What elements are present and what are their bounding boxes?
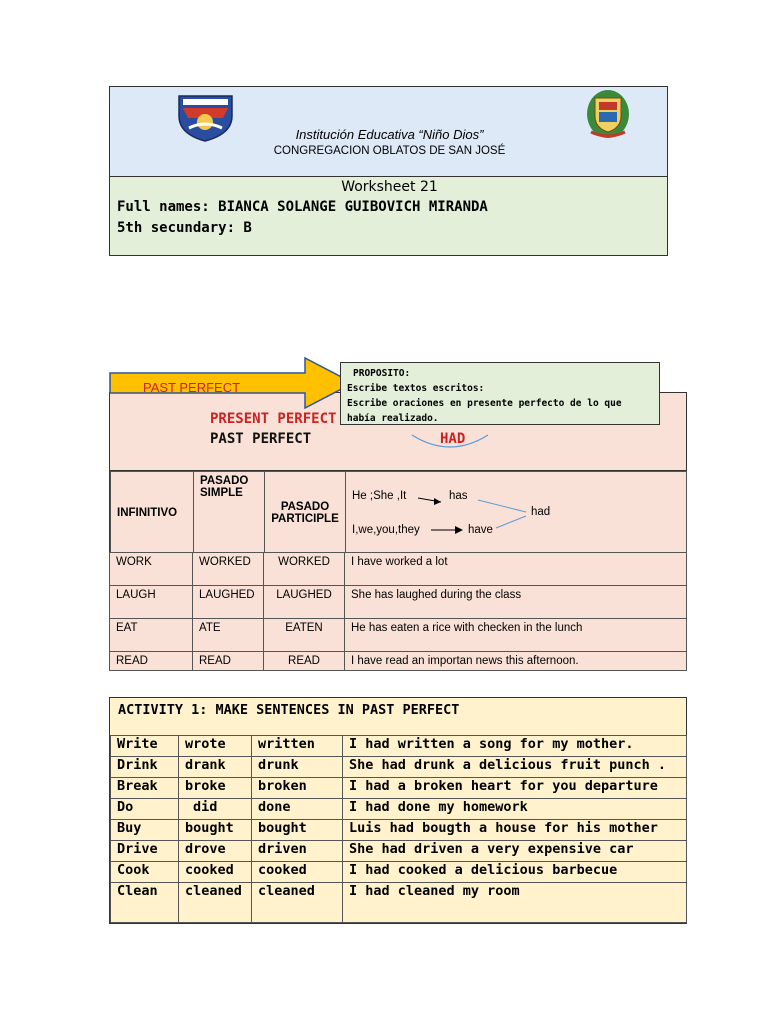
table-row xyxy=(111,883,687,923)
cell-sentence: She had drunk a delicious fruit punch . xyxy=(343,757,687,778)
school-name: Institución Educativa “Niño Dios” xyxy=(295,127,484,142)
cell-past-simple: drove xyxy=(179,841,252,862)
cell-base-verb: Do xyxy=(111,799,179,820)
table-row xyxy=(111,862,687,883)
cell-past-simple: drank xyxy=(179,757,252,778)
activity-section xyxy=(109,697,687,924)
cell-sentence: Luis had bougth a house for his mother xyxy=(343,820,687,841)
cell-infinitivo: LAUGH xyxy=(110,586,193,619)
cell-past-participle: cleaned xyxy=(252,883,343,923)
cell-pasado-simple: WORKED xyxy=(193,553,264,586)
cell-past-simple: cleaned xyxy=(179,883,252,923)
aux-had: had xyxy=(531,506,551,518)
col-infinitivo-header: INFINITIVO xyxy=(111,472,194,554)
pronouns-third-person: He ;She ,It xyxy=(352,490,407,502)
cell-past-simple: cooked xyxy=(179,862,252,883)
student-grade: 5th secundary: B xyxy=(117,220,252,236)
cell-base-verb: Break xyxy=(111,778,179,799)
cell-past-simple: broke xyxy=(179,778,252,799)
cell-sentence: I had a broken heart for you departure xyxy=(343,778,687,799)
table-row xyxy=(110,553,687,586)
table-row xyxy=(111,736,687,757)
cell-pasado-simple: LAUGHED xyxy=(193,586,264,619)
cell-participle: READ xyxy=(264,652,345,671)
cell-base-verb: Drink xyxy=(111,757,179,778)
table-row xyxy=(111,757,687,778)
cell-participle: WORKED xyxy=(264,553,345,586)
table-row xyxy=(110,619,687,652)
cell-infinitivo: READ xyxy=(110,652,193,671)
table-row xyxy=(110,586,687,619)
proposito-title: PROPOSITO: xyxy=(353,368,411,379)
curve-decoration xyxy=(410,433,490,451)
cell-example: She has laughed during the class xyxy=(345,586,687,619)
cell-past-participle: broken xyxy=(252,778,343,799)
table-row xyxy=(110,652,687,671)
school-shield-logo xyxy=(177,94,234,142)
cell-example: He has eaten a rice with checken in the lunch xyxy=(345,619,687,652)
table-row xyxy=(111,778,687,799)
cell-past-participle: written xyxy=(252,736,343,757)
congregation-name: CONGREGACION OBLATOS DE SAN JOSÉ xyxy=(273,145,506,157)
table-row xyxy=(111,841,687,862)
proposito-line-2: Escribe oraciones en presente perfecto de lo que xyxy=(347,398,622,409)
past-perfect-label: PAST PERFECT xyxy=(210,431,312,447)
proposito-line-3: había realizado. xyxy=(347,413,439,424)
cell-base-verb: Write xyxy=(111,736,179,757)
worksheet-title: Worksheet 21 xyxy=(341,179,438,195)
col-pasado-participle-header: PASADO PARTICIPLE xyxy=(265,472,346,554)
present-perfect-label: PRESENT PERFECT xyxy=(210,411,337,427)
cell-participle: LAUGHED xyxy=(264,586,345,619)
cell-example: I have worked a lot xyxy=(345,553,687,586)
aux-have: have xyxy=(468,524,493,536)
cell-sentence: I had cleaned my room xyxy=(343,883,687,923)
worksheet-info xyxy=(109,177,668,256)
cell-past-simple: bought xyxy=(179,820,252,841)
cell-example: I have read an importan news this afternoon. xyxy=(345,652,687,671)
cell-base-verb: Drive xyxy=(111,841,179,862)
cell-past-simple: wrote xyxy=(179,736,252,757)
cell-sentence: She had driven a very expensive car xyxy=(343,841,687,862)
student-full-names: Full names: BIANCA SOLANGE GUIBOVICH MIRANDA xyxy=(117,199,488,215)
cell-participle: EATEN xyxy=(264,619,345,652)
past-perfect-banner-label: PAST PERFECT xyxy=(143,380,241,395)
cell-past-participle: done xyxy=(252,799,343,820)
cell-base-verb: Buy xyxy=(111,820,179,841)
cell-past-participle: drunk xyxy=(252,757,343,778)
pronouns-plural: I,we,you,they xyxy=(352,524,420,536)
cell-infinitivo: WORK xyxy=(110,553,193,586)
cell-past-participle: driven xyxy=(252,841,343,862)
cell-past-simple: did xyxy=(179,799,252,820)
verb-examples-table xyxy=(109,552,687,671)
aux-has: has xyxy=(449,490,468,502)
activity-title: ACTIVITY 1: MAKE SENTENCES IN PAST PERFECT xyxy=(118,702,460,718)
cell-pasado-simple: ATE xyxy=(193,619,264,652)
cell-sentence: I had written a song for my mother. xyxy=(343,736,687,757)
pronoun-aux-cell xyxy=(346,472,687,554)
cell-past-participle: bought xyxy=(252,820,343,841)
had-label: HAD xyxy=(440,431,466,447)
proposito-box xyxy=(340,362,660,425)
cell-base-verb: Cook xyxy=(111,862,179,883)
table-row xyxy=(111,799,687,820)
crest-logo xyxy=(585,88,631,140)
cell-sentence: I had cooked a delicious barbecue xyxy=(343,862,687,883)
col-pasado-simple-header: PASADO SIMPLE xyxy=(194,472,265,554)
cell-past-participle: cooked xyxy=(252,862,343,883)
cell-sentence: I had done my homework xyxy=(343,799,687,820)
cell-infinitivo: EAT xyxy=(110,619,193,652)
proposito-line-1: Escribe textos escritos: xyxy=(347,383,485,394)
cell-pasado-simple: READ xyxy=(193,652,264,671)
activity-table xyxy=(110,735,687,923)
table-row xyxy=(111,820,687,841)
verb-forms-table xyxy=(110,471,687,554)
arrows-diagram xyxy=(346,472,586,554)
cell-base-verb: Clean xyxy=(111,883,179,923)
